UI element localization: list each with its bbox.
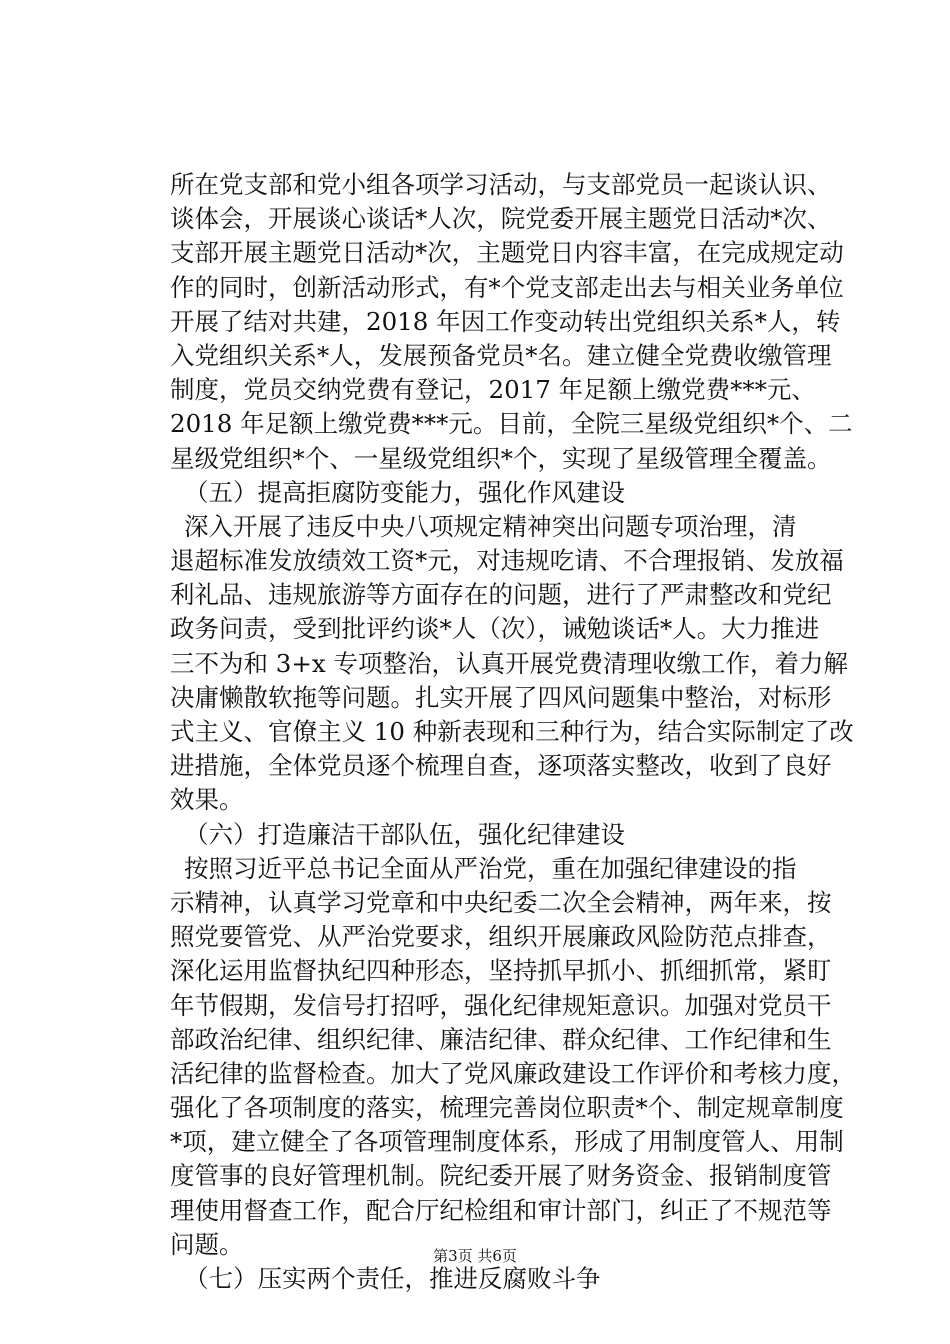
text-line: 深化运用监督执纪四种形态，坚持抓早抓小、抓细抓常，紧盯 — [170, 956, 832, 986]
text-line: 进措施，全体党员逐个梳理自查，逐项落实整改，收到了良好 — [170, 751, 832, 781]
paragraph-end-line: 问题。 — [170, 1229, 244, 1259]
text-line: 制度，党员交纳党费有登记，2017 年足额上缴党费***元、 — [170, 375, 816, 405]
section-heading-5: （五）提高拒腐防变能力，强化作风建设 — [184, 477, 625, 507]
paragraph-end-line: 星级党组织*个、一星级党组织*个，实现了星级管理全覆盖。 — [170, 443, 832, 473]
text-line: 谈体会，开展谈心谈话*人次，院党委开展主题党日活动*次、 — [170, 204, 832, 234]
text-line: 三不为和 3+x 专项整治，认真开展党费清理收缴工作，着力解 — [170, 648, 849, 678]
text-line: 开展了结对共建，2018 年因工作变动转出党组织关系*人，转 — [170, 306, 841, 336]
text-line: 强化了各项制度的落实，梳理完善岗位职责*个、制定规章制度 — [170, 1093, 844, 1123]
text-line: 部政治纪律、组织纪律、廉洁纪律、群众纪律、工作纪律和生 — [170, 1024, 832, 1054]
text-line: 作的同时，创新活动形式，有*个党支部走出去与相关业务单位 — [170, 272, 844, 302]
body-text — [170, 168, 856, 1296]
text-line: 入党组织关系*人，发展预备党员*名。建立健全党费收缴管理 — [170, 340, 832, 370]
text-line: 退超标准发放绩效工资*元，对违规吃请、不合理报销、发放福 — [170, 546, 844, 576]
text-line: 2018 年足额上缴党费***元。目前，全院三星级党组织*个、二 — [170, 409, 853, 439]
text-line: 年节假期，发信号打招呼，强化纪律规矩意识。加强对党员干 — [170, 990, 832, 1020]
paragraph-first-line: 深入开展了违反中央八项规定精神突出问题专项治理，清 — [184, 511, 797, 541]
page-number-footer: 第3页 共6页 — [433, 1247, 517, 1265]
text-line: *项，建立健全了各项管理制度体系，形成了用制度管人、用制 — [170, 1127, 844, 1157]
text-line: 理使用督查工作，配合厅纪检组和审计部门，纠正了不规范等 — [170, 1195, 832, 1225]
text-line: 决庸懒散软拖等问题。扎实开展了四风问题集中整治，对标形 — [170, 682, 832, 712]
text-line: 支部开展主题党日活动*次，主题党日内容丰富，在完成规定动 — [170, 238, 844, 268]
text-line: 政务问责，受到批评约谈*人（次），诫勉谈话*人。大力推进 — [170, 614, 820, 644]
text-line: 式主义、官僚主义 10 种新表现和三种行为，结合实际制定了改 — [170, 717, 854, 746]
text-line: 照党要管党、从严治党要求，组织开展廉政风险防范点排查， — [170, 922, 832, 952]
section-heading-7: （七）压实两个责任，推进反腐败斗争 — [184, 1264, 601, 1293]
text-line: 活纪律的监督检查。加大了党风廉政建设工作评价和考核力度， — [170, 1058, 856, 1088]
text-line: 所在党支部和党小组各项学习活动，与支部党员一起谈认识、 — [170, 170, 832, 199]
text-line: 度管事的良好管理机制。院纪委开展了财务资金、报销制度管 — [170, 1161, 832, 1191]
section-heading-6: （六）打造廉洁干部队伍，强化纪律建设 — [184, 819, 625, 849]
text-line: 示精神，认真学习党章和中央纪委二次全会精神，两年来，按 — [170, 887, 832, 917]
text-line: 利礼品、违规旅游等方面存在的问题，进行了严肃整改和党纪 — [170, 580, 832, 610]
paragraph-end-line: 效果。 — [170, 785, 244, 815]
paragraph-first-line: 按照习近平总书记全面从严治党，重在加强纪律建设的指 — [184, 853, 797, 883]
